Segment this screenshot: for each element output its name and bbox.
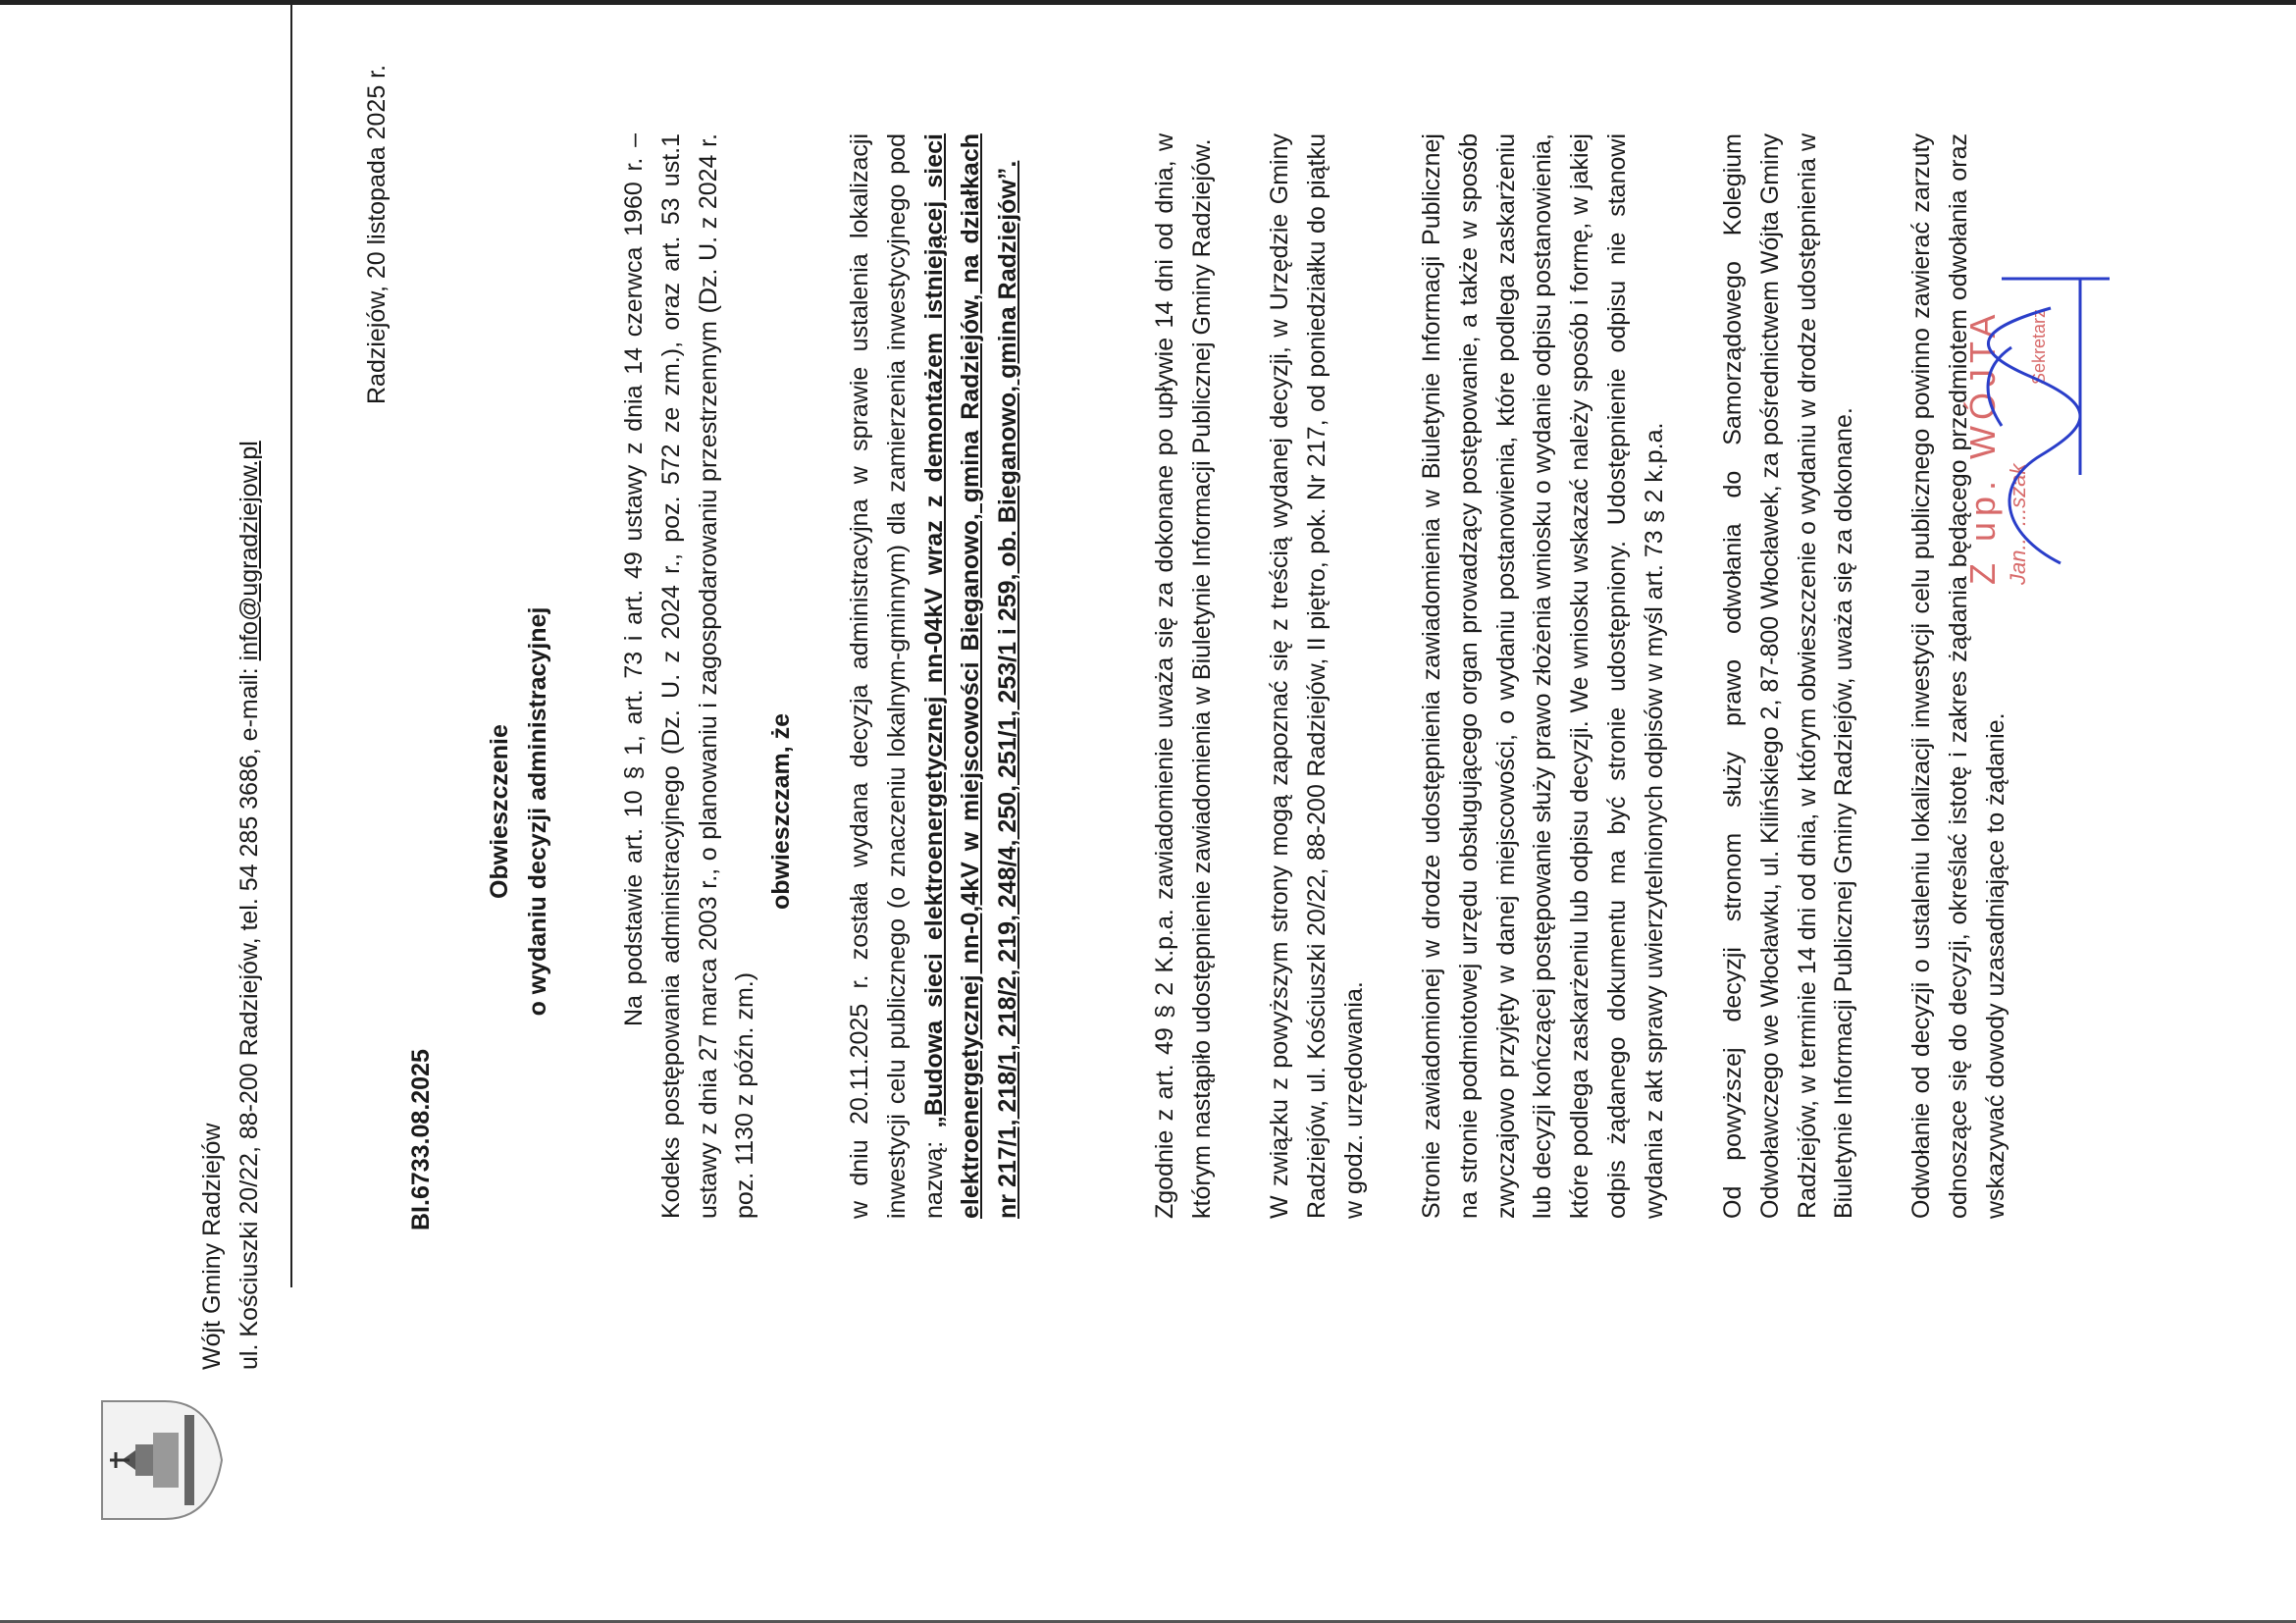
notice-paragraph: Zgodnie z art. 49 § 2 K.p.a. zawiadomienie uważa się za dokonane po upływie 14 dni od dnia, w którym nastąpiło udostępnienie zawiadomienia w Biuletynie Informacji Publicznej Gminy Radziejów. bbox=[1151, 133, 1216, 1219]
announcement-heading: obwieszczam, że bbox=[767, 712, 795, 911]
issuer-address bbox=[235, 441, 264, 1370]
document-subtitle: o wydaniu decyzji administracyjnej bbox=[524, 606, 551, 1017]
investment-name: „Budowa sieci elektroenergetycznej nn-04kV wraz z demontażem istniejącej sieci elektroenergetycznej nn-0,4kV w miejscowości Bieganowo, gmina Radziejów, na działkach nr 217/1, 218/1, 218/2, 219, 248/4, 250, 251/1, 253/1 i 259, ob. Bieganowo, gmina Radziejów”. bbox=[919, 133, 1022, 1219]
gmina-crest-icon bbox=[96, 1395, 226, 1525]
header-divider bbox=[290, 2, 292, 1287]
stamp-role: Sekretarz bbox=[2029, 308, 2049, 385]
decision-paragraph bbox=[842, 133, 1027, 1219]
legal-basis-paragraph: Na podstawie art. 10 § 1, art. 73 i art. 49 ustawy z dnia 14 czerwca 1960 r. – Kodeks postępowania administracyjnego (Dz. U. z 2024 r., poz. 572 ze zm.), oraz art. 53 ust.1 ustawy z dnia 27 marca 2003 r., o planowaniu i zagospodarowaniu przestrzennym (Dz. U. z 2024 r. poz. 1130 z późn. zm.) bbox=[620, 133, 759, 1219]
access-paragraph: W związku z powyższym strony mogą zapoznać się z treścią wydanej decyzji, w Urzędzie Gminy Radziejów, ul. Kościuszki 20/22, 88-200 Radziejów, II piętro, pok. Nr 217, od poniedziałku do piątku w godz. urzędowania. bbox=[1266, 133, 1368, 1219]
stamp-name: Jan... ...szak bbox=[2006, 463, 2030, 585]
issuer-name: Wójt Gminy Radziejów bbox=[198, 1123, 226, 1370]
document-title: Obwieszczenie bbox=[486, 724, 513, 899]
appeal-paragraph: Od powyższej decyzji stronom służy prawo odwołania do Samorządowego Kolegium Odwoławczego we Włocławku, ul. Kilińskiego 2, 87-800 Włocławek, za pośrednictwem Wójta Gminy Radziejów, w terminie 14 dni od dnia, w którym obwieszczenie o wydaniu w drodze udostępnienia w Biuletynie Informacji Publicznej Gminy Radziejów, uważa się za dokonane. bbox=[1719, 133, 1858, 1219]
stamp-authority: Z up. WÓJTA bbox=[1962, 308, 2003, 585]
appeal-content-paragraph: Odwołanie od decyzji o ustaleniu lokalizacji inwestycji celu publicznego powinno zawierać zarzuty odnoszące się do decyzji, określać istotę i zakres żądania będącego przedmiotem odwołania oraz wskazywać dowody uzasadniające to żądanie. bbox=[1907, 133, 2009, 1219]
case-number: BI.6733.08.2025 bbox=[407, 1049, 435, 1230]
email-link[interactable]: info@ugradziejow.pl bbox=[235, 441, 263, 661]
address-text: ul. Kościuszki 20/22, 88-200 Radziejów, tel. 54 285 3686, e-mail: bbox=[235, 660, 263, 1370]
decision-text: w dniu 20.11.2025 r. została wydana decyzja administracyjna w sprawie ustalenia lokalizacji inwestycji celu publicznego (o znaczeniu lokalnym-gminnym) dla zamierzenia inwestycyjnego pod nazwą: bbox=[846, 133, 948, 1219]
handwritten-signature-icon bbox=[1943, 190, 2139, 602]
rights-paragraph: Stronie zawiadomionej w drodze udostępnienia zawiadomienia w Biuletynie Informacji Publicznej na stronie podmiotowej urzędu obsługującego organ prowadzący postępowanie, a także w sposób zwyczajowo przyjęty w danej miejscowości, o wydaniu postanowienia, które podlega zaskarżeniu lub decyzji kończącej postępowanie służy prawo złożenia wniosku o wydanie odpisu postanowienia, które podlega zaskarżeniu lub odpisu decyzji. We wniosku wskazać należy sposób i formę, w jakiej odpis żądanego dokumentu ma być stronie udostępniony. Udostępnienie odpisu nie stanowi wydania z akt sprawy uwierzytelnionych odpisów w myśl art. 73 § 2 k.p.a. bbox=[1418, 133, 1668, 1219]
place-date: Radziejów, 20 listopada 2025 r. bbox=[363, 64, 391, 404]
